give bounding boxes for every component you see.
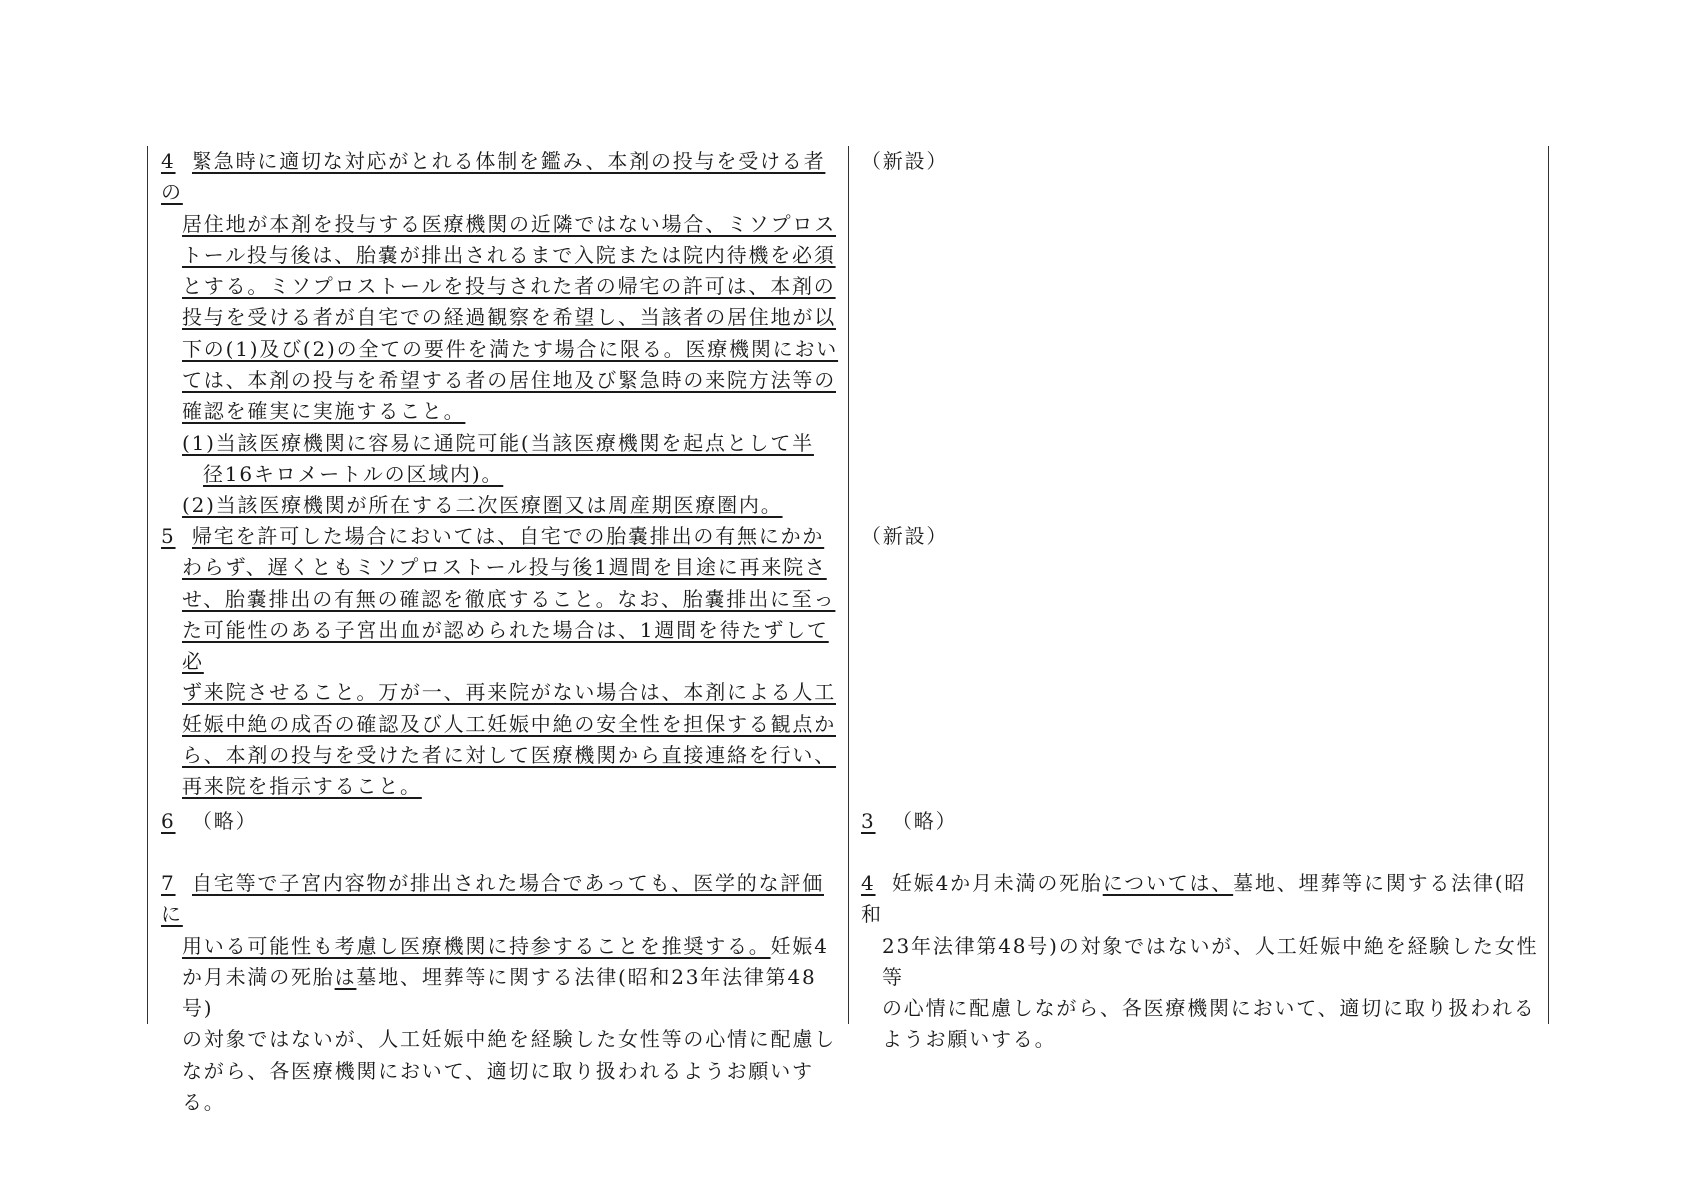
text-line: は <box>334 964 357 989</box>
text-line: 妊娠4 <box>770 933 829 958</box>
item-number: 6 <box>161 809 176 833</box>
column-divider <box>848 146 849 1024</box>
sub-item-1: (1)当該医療機関に容易に通院可能(当該医療機関を起点として半 <box>182 430 814 455</box>
text-line: 居住地が本剤を投与する医療機関の近隣ではない場合、ミソプロス <box>182 211 836 236</box>
new-provision-marker <box>861 521 1542 552</box>
omitted-text: （略） <box>892 809 958 833</box>
text-line: 自宅等で子宮内容物が排出された場合であっても、医学的な評価に <box>161 871 824 927</box>
text-line: 確認を確実に実施すること。 <box>182 399 466 424</box>
new-provision-label: （新設） <box>861 524 949 548</box>
item-number: 4 <box>161 149 176 173</box>
text-line: 投与を受ける者が自宅での経過観察を希望し、当該者の居住地が以 <box>182 305 836 330</box>
current-item-3 <box>861 806 1542 837</box>
text-line: せ、胎嚢排出の有無の確認を徹底すること。なお、胎嚢排出に至っ <box>182 586 836 611</box>
text-line: 墓地、埋葬等に関する法律(昭和 <box>861 871 1527 927</box>
revised-item-7 <box>161 868 843 1118</box>
text-line: た可能性のある子宮出血が認められた場合は、1週間を待たずして必 <box>182 617 829 674</box>
text-line: とする。ミソプロストールを投与された者の帰宅の許可は、本剤の <box>182 274 836 299</box>
item-number: 5 <box>161 524 176 548</box>
revised-item-6 <box>161 806 843 837</box>
text-line: ては、本剤の投与を希望する者の居住地及び緊急時の来院方法等の <box>182 368 836 393</box>
item-number: 7 <box>161 871 176 895</box>
text-line: 帰宅を許可した場合においては、自宅での胎嚢排出の有無にかか <box>192 524 825 548</box>
text-line: ら、本剤の投与を受けた者に対して医療機関から直接連絡を行い、 <box>182 743 836 768</box>
sub-item-2: (2)当該医療機関が所在する二次医療圏又は周産期医療圏内。 <box>182 493 783 518</box>
text-line: トール投与後は、胎嚢が排出されるまで入院または院内待機を必須 <box>182 242 836 267</box>
text-line: 妊娠中絶の成否の確認及び人工妊娠中絶の安全性を担保する観点か <box>182 711 836 736</box>
text-line: については、 <box>1102 871 1234 895</box>
new-provision-label: （新設） <box>861 149 949 173</box>
item-number: 3 <box>861 809 876 833</box>
text-line: か月未満の死胎 <box>182 964 335 989</box>
new-provision-marker <box>861 146 1542 177</box>
text-line: の対象ではないが、人工妊娠中絶を経験した女性等の心情に配慮し <box>182 1027 836 1052</box>
item-number: 4 <box>861 871 876 895</box>
text-line: の心情に配慮しながら、各医療機関において、適切に取り扱われる <box>882 996 1536 1021</box>
text-line: 23年法律第48号)の対象ではないが、人工妊娠中絶を経験した女性等 <box>882 933 1539 989</box>
text-line: 下の(1)及び(2)の全ての要件を満たす場合に限る。医療機関におい <box>182 336 839 361</box>
text-line: ようお願いする。 <box>882 1027 1057 1052</box>
text-line: 用いる可能性も考慮し医療機関に持参することを推奨する。 <box>182 933 771 958</box>
comparison-table <box>147 146 1549 1115</box>
omitted-text: （略） <box>192 809 258 833</box>
text-line: 再来院を指示すること。 <box>182 774 422 799</box>
text-line: 墓地、埋葬等に関する法律(昭和23年法律第48号) <box>182 964 817 1021</box>
text-line: 緊急時に適切な対応がとれる体制を鑑み、本剤の投与を受ける者の <box>161 149 826 205</box>
text-line: 妊娠4か月未満の死胎 <box>892 871 1103 895</box>
revised-item-5 <box>161 521 843 803</box>
text-line: ず来院させること。万が一、再来院がない場合は、本剤による人工 <box>182 680 836 705</box>
text-line: わらず、遅くともミソプロストール投与後1週間を目途に再来院さ <box>182 555 827 580</box>
current-item-4 <box>861 868 1542 1056</box>
revised-item-4 <box>161 146 843 522</box>
sub-item-1-continued: 径16キロメートルの区域内)。 <box>203 461 504 486</box>
text-line: ながら、各医療機関において、適切に取り扱われるようお願いする。 <box>182 1058 814 1115</box>
